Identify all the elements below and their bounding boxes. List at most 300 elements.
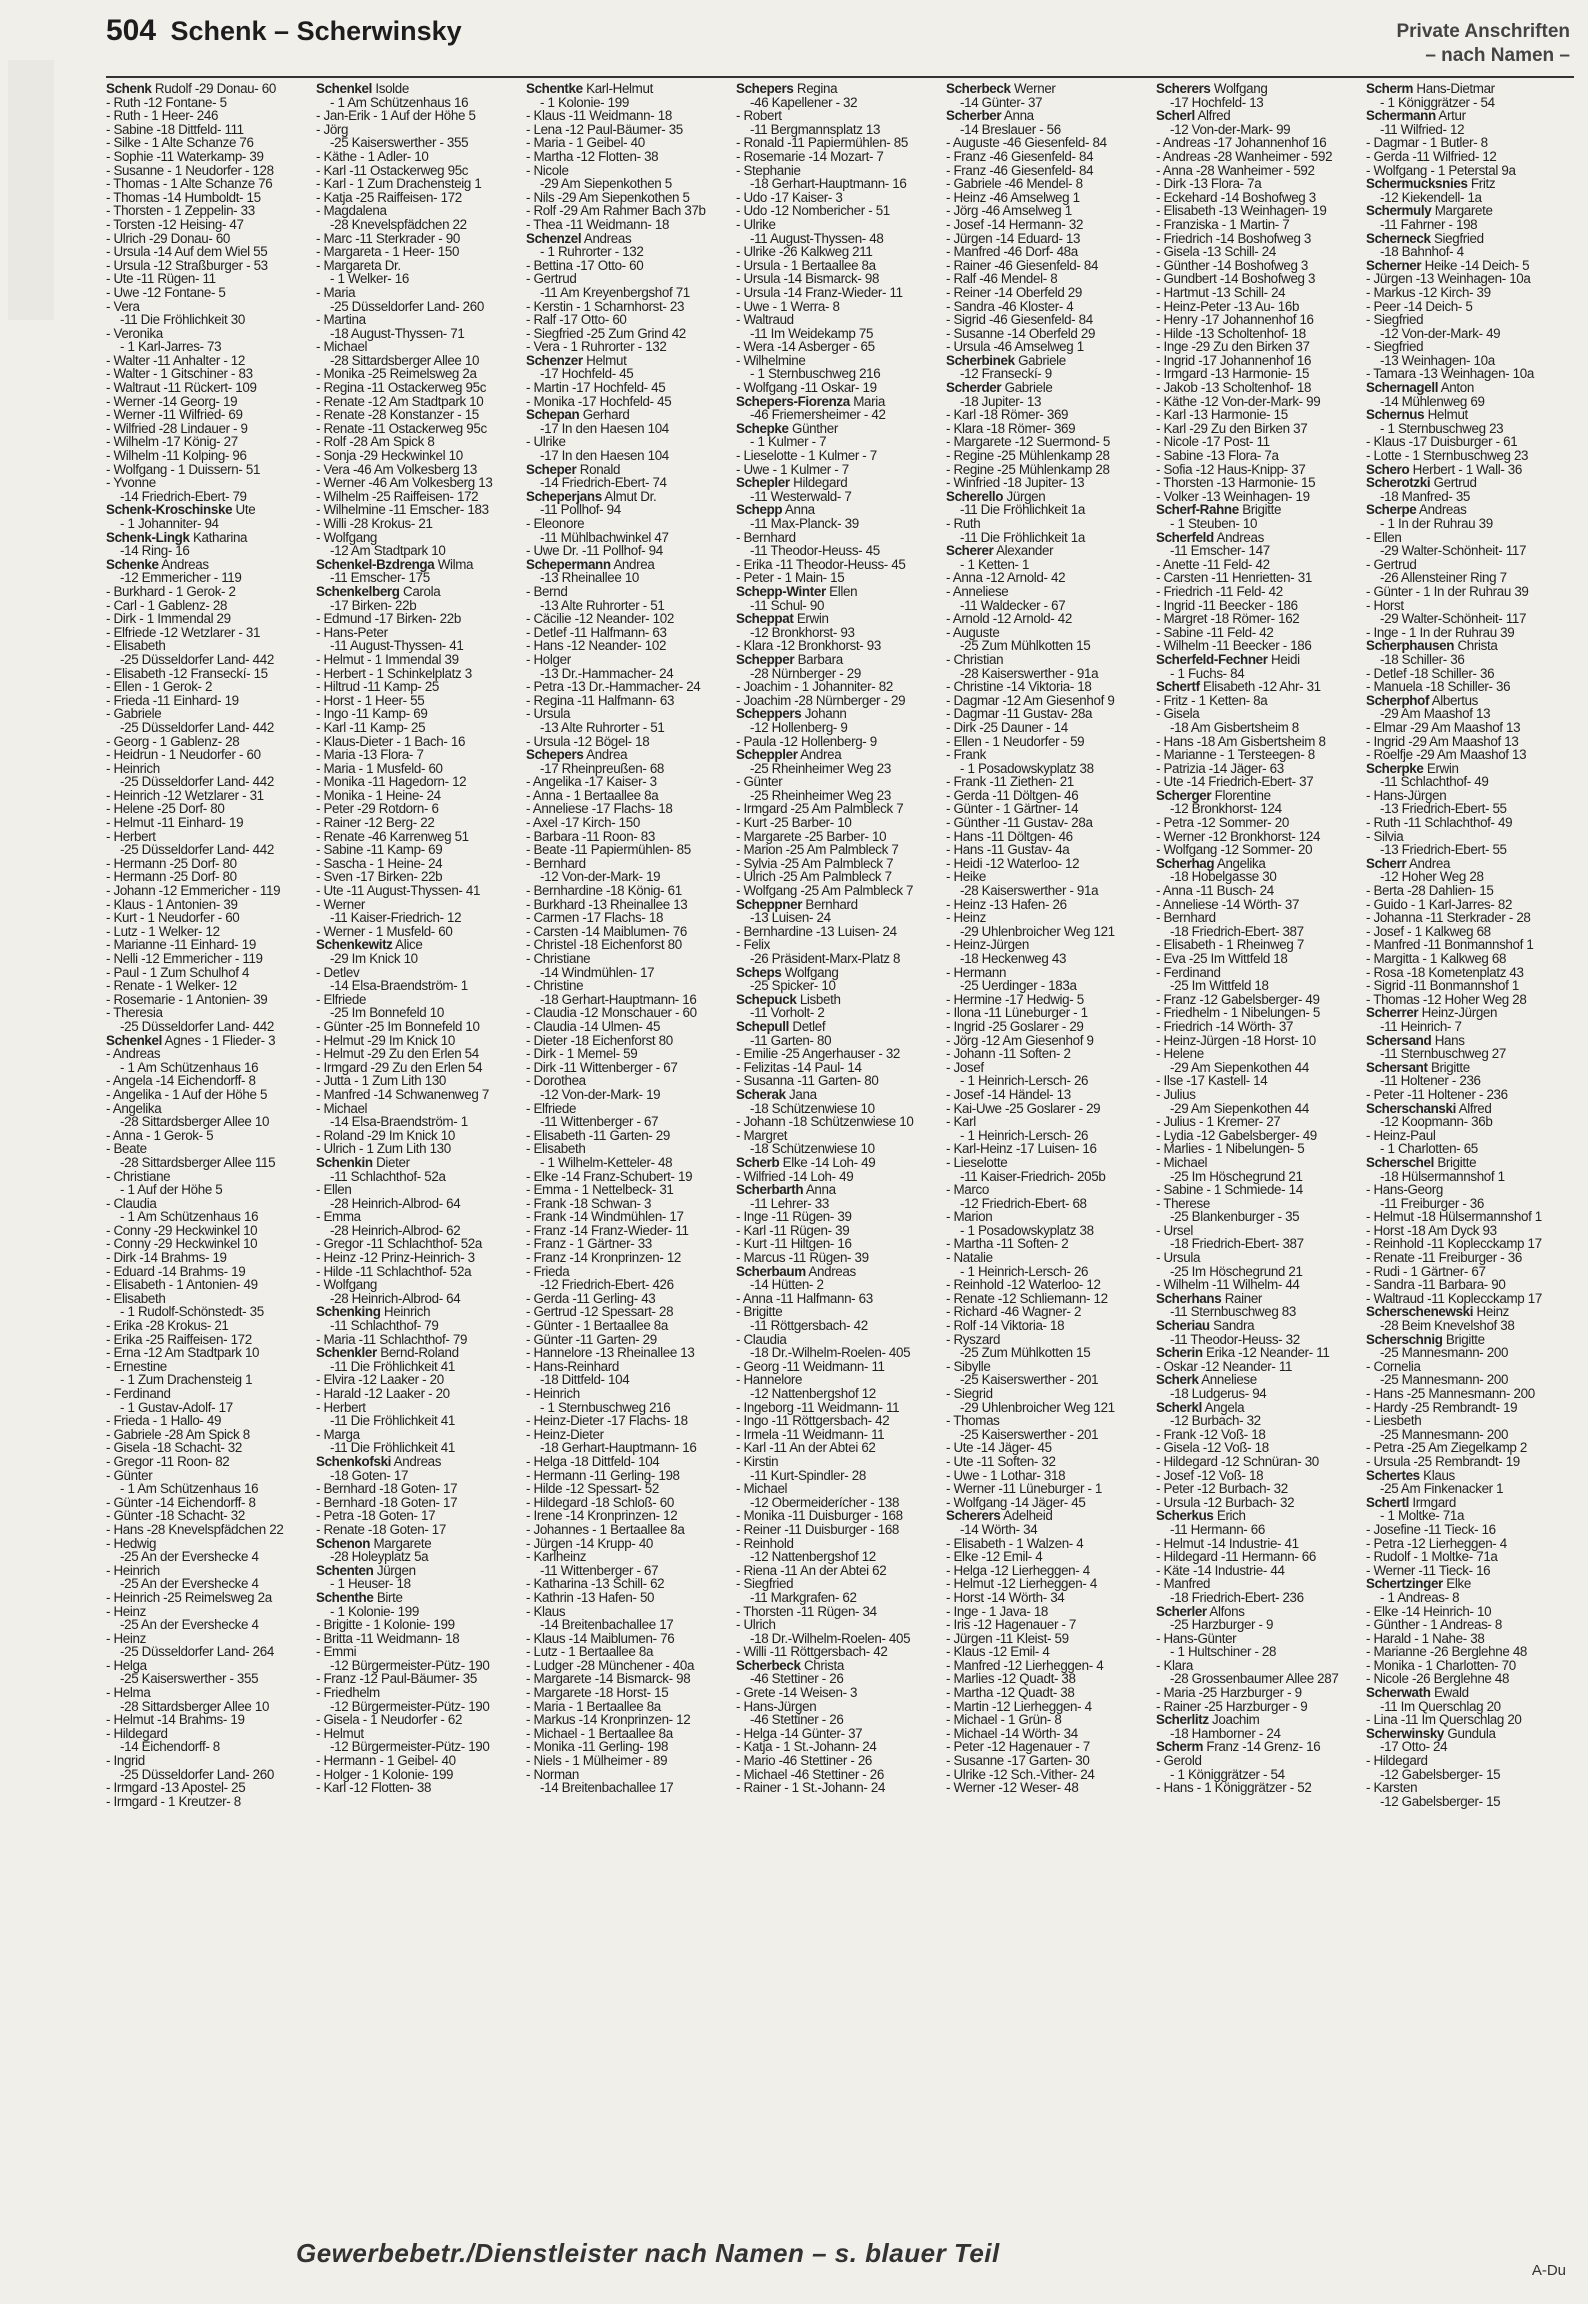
directory-entry: Scherbeck Christa <box>736 1657 844 1673</box>
directory-entry: - Renate -18 Goten- 17 <box>316 1521 447 1537</box>
directory-entry: -14 Mühlenweg 69 <box>1380 393 1485 409</box>
directory-entry: -29 Uhlenbroicher Weg 121 <box>960 1399 1115 1415</box>
directory-entry: -11 Schlachthof- 49 <box>1380 774 1489 790</box>
directory-entry: - Ingo -11 Röttgersbach- 42 <box>736 1413 890 1429</box>
directory-entry: Scherpe Andreas <box>1366 502 1467 518</box>
directory-entry: -25 Harzburger - 9 <box>1170 1617 1274 1633</box>
directory-entry: - Katja -25 Raiffeisen- 172 <box>316 189 462 205</box>
directory-entry: Scherin Erika -12 Neander- 11 <box>1156 1345 1330 1361</box>
directory-entry: -29 Walter-Schönheit- 117 <box>1380 543 1527 559</box>
directory-entry: - Reinhold <box>736 1535 794 1551</box>
directory-entry: - Karsten <box>1366 1780 1418 1796</box>
directory-entry: - Elke -12 Emil- 4 <box>946 1549 1043 1565</box>
directory-entry: - Monika -11 Gerling- 198 <box>526 1739 669 1755</box>
directory-entry: - Renate -12 Schliemann- 12 <box>946 1290 1108 1306</box>
directory-entry: - 1 Zum Drachensteig 1 <box>120 1372 253 1388</box>
directory-entry: Schepke Günther <box>736 420 838 436</box>
directory-entry: - Susanne -17 Garten- 30 <box>946 1753 1090 1769</box>
directory-entry: - Reinhold -11 Koplecckamp 17 <box>1366 1236 1542 1252</box>
column-3 <box>526 82 736 2187</box>
directory-entry: - Ingrid -29 Am Maashof 13 <box>1366 733 1519 749</box>
directory-entry: - Peter -29 Rotdorn- 6 <box>316 801 439 817</box>
directory-entry: - Oskar -12 Neander- 11 <box>1156 1358 1293 1374</box>
directory-entry: - Irmgard -13 Harmonie- 15 <box>1156 366 1310 382</box>
directory-entry: - Heinrich -12 Wetzlarer - 31 <box>106 787 264 803</box>
directory-entry: - Friedrich -14 Wörth- 37 <box>1156 1018 1294 1034</box>
directory-entry: -12 Nattenbergshof 12 <box>750 1386 876 1401</box>
directory-entry: - 1 Heuser- 18 <box>330 1576 411 1592</box>
directory-entry: - Rosemarie - 1 Antonien- 39 <box>106 991 268 1007</box>
directory-entry: - Hermann - 1 Geibel- 40 <box>316 1753 456 1769</box>
directory-entry: - Ursula -14 Franz-Wieder- 11 <box>736 284 903 300</box>
directory-entry: - Marlies -12 Quadt- 38 <box>946 1671 1076 1687</box>
directory-entry: Scherler Alfons <box>1156 1603 1245 1619</box>
directory-entry: - 1 Posadowskyplatz 38 <box>960 760 1094 776</box>
directory-entry: - Klara -18 Römer- 369 <box>946 420 1076 436</box>
directory-entry: - Hermann -25 Dorf- 80 <box>106 855 237 871</box>
directory-entry: - Felizitas -14 Paul- 14 <box>736 1059 862 1075</box>
directory-entry: - Thomas <box>946 1413 1000 1429</box>
directory-entry: - Wilhelm -25 Raiffeisen- 172 <box>316 488 479 504</box>
directory-entry: - Nils -29 Am Siepenkothen 5 <box>526 189 690 205</box>
directory-entry: - Klaus <box>526 1603 566 1619</box>
directory-entry: -12 Bronkhorst- 124 <box>1170 801 1282 817</box>
directory-entry: - Käte -14 Industrie- 44 <box>1156 1562 1285 1578</box>
directory-entry: -18 Ludgerus- 94 <box>1170 1386 1267 1401</box>
directory-entry: - Jürgen -14 Eduard- 13 <box>946 230 1081 246</box>
directory-entry: -28 Holeyplatz 5a <box>330 1549 429 1565</box>
directory-entry: - Bernhard -18 Goten- 17 <box>316 1494 458 1510</box>
directory-entry: - Felix <box>736 937 771 953</box>
directory-entry: - Harald - 1 Nahe- 38 <box>1366 1630 1485 1646</box>
directory-entry: -11 Theodor-Heuss- 32 <box>1170 1331 1300 1347</box>
directory-entry: - 1 Welker- 16 <box>330 271 409 287</box>
directory-entry: -28 Nürnberger - 29 <box>750 665 861 681</box>
directory-entry: Scherers Wolfgang <box>1156 82 1268 96</box>
directory-entry: - Peter -12 Burbach- 32 <box>1156 1481 1288 1497</box>
directory-entry: -28 Beim Knevelshof 38 <box>1380 1318 1515 1334</box>
header-rule <box>106 76 1574 78</box>
directory-entry: - Monika - 1 Heine- 24 <box>316 787 441 803</box>
directory-entry: - Irmgard -25 Am Palmbleck 7 <box>736 801 904 817</box>
directory-entry: Schenzel Andreas <box>526 230 632 246</box>
directory-entry: - Nicole -26 Berglehne 48 <box>1366 1671 1510 1687</box>
directory-entry: Schertzinger Elke <box>1366 1576 1471 1592</box>
directory-entry: Scherpke Erwin <box>1366 760 1459 776</box>
directory-entry: - Ute -14 Friedrich-Ebert- 37 <box>1156 774 1314 790</box>
directory-entry: - Stephanie <box>736 162 801 178</box>
directory-entry: - Ingrid -25 Goslarer - 29 <box>946 1018 1084 1034</box>
directory-entry: - Bettina -17 Otto- 60 <box>526 257 644 273</box>
directory-entry: - Rolf -29 Am Rahmer Bach 37b <box>526 203 706 219</box>
directory-entry: - Johannes - 1 Bertaallee 8a <box>526 1521 685 1537</box>
directory-entry: - Wilhelm -11 Beecker - 186 <box>1156 638 1312 654</box>
directory-entry: - Walter - 1 Gitschiner - 83 <box>106 366 253 382</box>
directory-entry: - Irmela -11 Weidmann- 11 <box>736 1426 885 1442</box>
directory-entry: - Rolf -28 Am Spick 8 <box>316 434 435 450</box>
directory-entry: - Hannelore <box>736 1372 803 1388</box>
directory-entry: - Hans-Peter <box>316 624 388 640</box>
directory-entry: - Hans - 1 Königgrätzer - 52 <box>1156 1780 1312 1796</box>
directory-entry: - Margareta Dr. <box>316 257 401 273</box>
directory-entry: - Sandra -46 Kloster- 4 <box>946 298 1074 314</box>
directory-entry: - Elisabeth - 1 Rheinweg 7 <box>1156 937 1304 953</box>
directory-entry: - Ralf -46 Mendel- 8 <box>946 271 1058 287</box>
directory-entry: - Jörg -46 Amselweg 1 <box>946 203 1072 219</box>
directory-entry: -11 Die Fröhlichkeit 41 <box>330 1358 455 1374</box>
directory-entry: - Heinz-Peter -13 Au- 16b <box>1156 298 1300 314</box>
directory-entry: - Ulrike <box>736 216 776 232</box>
page-title: Schenk – Scherwinsky <box>170 16 462 46</box>
directory-entry: Scheppat Erwin <box>736 611 829 627</box>
directory-entry: - Michael - 1 Grün- 8 <box>946 1712 1062 1728</box>
directory-entry: - Eduard -14 Brahms- 19 <box>106 1263 246 1279</box>
directory-entry: - Sibylle <box>946 1358 991 1374</box>
directory-entry: - Günter -18 Schacht- 32 <box>106 1508 245 1524</box>
directory-entry: -46 Stettiner - 26 <box>750 1671 844 1687</box>
directory-entry: - Hiltrud -11 Kamp- 25 <box>316 679 440 695</box>
directory-entry: - Ellen <box>1366 529 1402 545</box>
directory-entry: - Anna - 1 Bertaallee 8a <box>526 787 659 803</box>
directory-entry: - Ruth -11 Schlachthof- 49 <box>1366 815 1513 831</box>
directory-entry: - Margret -18 Römer- 162 <box>1156 611 1300 627</box>
directory-entry: - Helmut <box>316 1725 364 1741</box>
directory-entry: -25 Mannesmann- 200 <box>1380 1345 1509 1361</box>
directory-entry: - Hans-Günter <box>1156 1630 1237 1646</box>
directory-entry: Scherrer Heinz-Jürgen <box>1366 1005 1498 1021</box>
directory-entry: - Berta -28 Dahlien- 15 <box>1366 883 1494 899</box>
directory-entry: - Georg - 1 Gablenz- 28 <box>106 733 240 749</box>
directory-entry: -29 Am Siepenkothen 5 <box>540 176 672 192</box>
directory-entry: - Nelli -12 Emmericher - 119 <box>106 951 263 966</box>
directory-entry: - Thorsten - 1 Zeppelin- 33 <box>106 203 255 219</box>
directory-entry: -17 In den Haesen 104 <box>540 420 669 436</box>
directory-entry: -11 Heinrich- 7 <box>1380 1018 1462 1034</box>
directory-entry: - Helmut -11 Einhard- 19 <box>106 815 244 831</box>
directory-entry: - Heike <box>946 869 986 885</box>
directory-entry: - Hildegard -12 Schnüran- 30 <box>1156 1453 1319 1469</box>
directory-entry: - Reiner -14 Oberfeld 29 <box>946 284 1082 300</box>
directory-entry: Schertes Klaus <box>1366 1467 1455 1483</box>
directory-entry: - Claudia -14 Ulmen- 45 <box>526 1018 661 1034</box>
directory-entry: - Hermann <box>946 964 1007 980</box>
directory-entry: -13 Alte Ruhrorter - 51 <box>540 597 665 613</box>
directory-entry: - Gregor -11 Roon- 82 <box>106 1453 230 1469</box>
directory-entry: -18 Hamborner - 24 <box>1170 1725 1281 1741</box>
directory-entry: - Burkhard -13 Rheinallee 13 <box>526 896 688 912</box>
directory-entry: -17 Birken- 22b <box>330 597 417 613</box>
directory-entry: - 1 Am Schützenhaus 16 <box>120 1209 259 1225</box>
directory-entry: - Heidi -12 Waterloo- 12 <box>946 855 1080 871</box>
directory-entry: - Robert <box>736 108 782 124</box>
directory-entry: -12 Von-der-Mark- 99 <box>1170 121 1291 137</box>
directory-entry: -17 Otto- 24 <box>1380 1739 1448 1755</box>
directory-entry: - Martin -17 Hochfeld- 45 <box>526 380 666 396</box>
directory-entry: - Heinrich <box>106 760 160 776</box>
directory-entry: - Jürgen -13 Weinhagen- 10a <box>1366 271 1531 287</box>
directory-entry: - Dirk - 1 Memel- 59 <box>526 1046 638 1062</box>
directory-entry: - Siegrid <box>946 1386 993 1401</box>
directory-entry: - Horst -18 Am Dyck 93 <box>1366 1222 1497 1238</box>
directory-entry: Scherder Gabriele <box>946 380 1053 396</box>
directory-entry: -11 Kaiser-Friedrich- 12 <box>330 910 462 926</box>
directory-entry: - Frieda - 1 Hallo- 49 <box>106 1413 222 1429</box>
directory-entry: - Heinrich -25 Reimelsweg 2a <box>106 1589 272 1605</box>
directory-entry: - Gerold <box>1156 1753 1202 1769</box>
directory-entry: - Wolfgang - 1 Duissern- 51 <box>106 461 261 477</box>
directory-entry: - Dirk -11 Wittenberger - 67 <box>526 1059 678 1075</box>
directory-entry: - Helmut -12 Lierheggen- 4 <box>946 1576 1097 1592</box>
directory-entry: - Wilhelm -17 König- 27 <box>106 434 238 450</box>
directory-entry: -11 Markgrafen- 62 <box>750 1589 857 1605</box>
directory-entry: -18 Schützenwiese 10 <box>750 1100 875 1116</box>
directory-entry: - Hans-Georg <box>1366 1182 1443 1198</box>
directory-entry: -25 Düsseldorfer Land- 442 <box>120 719 274 735</box>
directory-entry: -11 Wilfried- 12 <box>1380 121 1465 137</box>
directory-entry: Schenkofski Andreas <box>316 1453 442 1469</box>
directory-entry: - Inge - 1 In der Ruhrau 39 <box>1366 624 1515 640</box>
directory-entry: - Marianne -26 Berglehne 48 <box>1366 1644 1528 1660</box>
directory-entry: - Julius <box>1156 1086 1196 1102</box>
directory-entry: -18 Gerhart-Hauptmann- 16 <box>750 176 907 192</box>
directory-entry: - Jürgen -14 Krupp- 40 <box>526 1535 654 1551</box>
directory-entry: -28 Sittardsberger Allee 10 <box>330 352 480 368</box>
directory-entry: - Josef -14 Hermann- 32 <box>946 216 1084 232</box>
directory-entry: Schenking Heinrich <box>316 1304 431 1320</box>
directory-entry: - Frieda <box>526 1263 570 1279</box>
directory-entry: - Regina -11 Ostackerweg 95c <box>316 380 487 396</box>
directory-entry: - Sabine -11 Feld- 42 <box>1156 624 1274 640</box>
directory-entry: - Bernhard <box>526 855 586 871</box>
directory-entry: - Bernhardine -13 Luisen- 24 <box>736 923 897 939</box>
directory-entry: -25 Am Finkenacker 1 <box>1380 1481 1504 1497</box>
directory-entry: - Walter -11 Anhalter - 12 <box>106 352 245 368</box>
directory-entry: - Kathrin -13 Hafen- 50 <box>526 1589 655 1605</box>
directory-entry: - Karl -11 An der Abtei 62 <box>736 1440 876 1456</box>
directory-entry: - Elisabeth -12 Franseckí- 15 <box>106 665 268 681</box>
directory-entry: - Franz -14 Franz-Wieder- 11 <box>526 1222 689 1238</box>
directory-entry: -12 Gabelsberger- 15 <box>1380 1766 1501 1782</box>
directory-entry: Scherner Heike -14 Deich- 5 <box>1366 257 1530 273</box>
directory-entry: - Martha -12 Quadt- 38 <box>946 1685 1075 1701</box>
directory-entry: -18 Am Gisbertsheim 8 <box>1170 719 1299 735</box>
directory-entry: - Peter - 1 Main- 15 <box>736 570 845 586</box>
directory-entry: - Werner <box>316 896 366 912</box>
directory-entry: - 1 Sternbuschweg 216 <box>540 1399 671 1415</box>
directory-entry: - Ute -11 Rügen- 11 <box>106 271 216 287</box>
directory-entry: - Ernestine <box>106 1358 167 1374</box>
directory-entry: -28 Grossenbaumer Allee 287 <box>1170 1671 1339 1687</box>
directory-entry: - Irmgard -29 Zu den Erlen 54 <box>316 1059 483 1075</box>
directory-entry: - Hans-Jürgen <box>736 1698 817 1714</box>
directory-entry: - Manfred <box>1156 1576 1211 1592</box>
directory-entry: - 1 Kolonie- 199 <box>330 1603 419 1619</box>
directory-entry: - Niels - 1 Mülheimer - 89 <box>526 1753 668 1769</box>
directory-entry: -12 Am Stadtpark 10 <box>330 543 446 559</box>
directory-entry: Scherhag Angelika <box>1156 855 1266 871</box>
directory-entry: - Maria - 1 Musfeld- 60 <box>316 760 443 776</box>
directory-entry: - Georg -11 Weidmann- 11 <box>736 1358 885 1374</box>
directory-entry: - Günter -25 Im Bonnefeld 10 <box>316 1018 480 1034</box>
directory-entry: - Gerda -11 Gerling- 43 <box>526 1290 656 1306</box>
directory-entry: - 1 Sternbuschweg 216 <box>750 366 881 382</box>
directory-entry: - Lena -12 Paul-Bäumer- 35 <box>526 121 683 137</box>
directory-entry: - Hans-Jürgen <box>1366 787 1447 803</box>
directory-entry: - Norman <box>526 1766 580 1782</box>
directory-entry: - Sylvia -25 Am Palmbleck 7 <box>736 855 894 871</box>
directory-entry: - Iris -12 Hagenauer - 7 <box>946 1617 1077 1633</box>
directory-entry: -11 Kurt-Spindler- 28 <box>750 1467 866 1483</box>
directory-entry: - Klaus -17 Duisburger - 61 <box>1366 434 1518 450</box>
directory-entry: - Klaus -14 Maiblumen- 76 <box>526 1630 675 1646</box>
directory-entry: -25 Mannesmann- 200 <box>1380 1372 1509 1388</box>
directory-entry: Schenkin Dieter <box>316 1154 410 1170</box>
directory-entry: - Jutta - 1 Zum Lith 130 <box>316 1073 447 1089</box>
directory-entry: - 1 Rudolf-Schönstedt- 35 <box>120 1304 264 1320</box>
directory-entry: -11 Die Fröhlichkeit 1a <box>960 529 1085 545</box>
directory-entry: - 1 Steuben- 10 <box>1170 516 1258 531</box>
directory-entry: -25 Kaiserswerther - 355 <box>120 1671 259 1687</box>
directory-entry: - Kurt - 1 Neudorfer - 60 <box>106 910 240 926</box>
directory-entry: -25 Düsseldorfer Land- 442 <box>120 774 274 790</box>
directory-entry: - Karlheinz <box>526 1549 587 1565</box>
directory-entry: - Ute -11 August-Thyssen- 41 <box>316 883 481 899</box>
directory-entry: -46 Friemersheimer - 42 <box>750 407 886 423</box>
directory-columns <box>106 82 1576 2187</box>
directory-entry: - Henry -17 Johannenhof 16 <box>1156 312 1314 328</box>
directory-entry: Schenk-Lingk Katharina <box>106 529 248 545</box>
directory-entry: - Maria -11 Schlachthof- 79 <box>316 1331 468 1347</box>
directory-entry: - Jan-Erik - 1 Auf der Höhe 5 <box>316 108 476 124</box>
directory-entry: - Petra -12 Sommer- 20 <box>1156 815 1289 831</box>
directory-entry: - Brigitte - 1 Kolonie- 199 <box>316 1617 455 1633</box>
directory-entry: - Wolfgang - 1 Peterstal 9a <box>1366 162 1516 178</box>
directory-entry: - Roland -29 Im Knick 10 <box>316 1127 455 1143</box>
directory-entry: - Conny -29 Heckwinkel 10 <box>106 1222 258 1238</box>
directory-entry: - Ruth <box>946 516 981 531</box>
directory-entry: - Sascha - 1 Heine- 24 <box>316 855 443 871</box>
directory-entry: - Manfred -14 Schwanenweg 7 <box>316 1086 489 1102</box>
directory-entry: - Gerda -11 Wilfried- 12 <box>1366 148 1497 164</box>
directory-entry: - Petra -13 Dr.-Hammacher- 24 <box>526 679 701 695</box>
directory-entry: - Eleonore <box>526 516 585 531</box>
directory-entry: - Franz -46 Giesenfeld- 84 <box>946 148 1094 164</box>
directory-entry: - Horst <box>1366 597 1404 613</box>
directory-entry: - Thomas - 1 Alte Schanze 76 <box>106 176 273 192</box>
directory-entry: Scherber Anna <box>946 108 1034 124</box>
directory-entry: -12 Bürgermeister-Pütz- 190 <box>330 1739 490 1755</box>
directory-entry: - 1 Kolonie- 199 <box>540 94 629 110</box>
directory-entry: - Heinz -12 Prinz-Heinrich- 3 <box>316 1250 475 1266</box>
directory-entry: - Volker -13 Weinhagen- 19 <box>1156 488 1310 504</box>
column-7 <box>1366 82 1576 2187</box>
directory-entry: -18 Gerhart-Hauptmann- 16 <box>540 991 697 1007</box>
directory-entry: -25 Düsseldorfer Land- 260 <box>120 1766 274 1782</box>
directory-entry: - Inge - 1 Java- 18 <box>946 1603 1049 1619</box>
directory-entry: - 1 Hultschiner - 28 <box>1170 1644 1277 1660</box>
directory-entry: - Cäcilie -12 Neander- 102 <box>526 611 674 627</box>
directory-entry: Scherlitz Joachim <box>1156 1712 1260 1728</box>
directory-entry: - Ursula -14 Bismarck- 98 <box>736 271 880 287</box>
directory-entry: - Riena -11 An der Abtei 62 <box>736 1562 887 1578</box>
directory-entry: - Eva -25 Im Wittfeld 18 <box>1156 951 1288 966</box>
directory-entry: -12 Bürgermeister-Pütz- 190 <box>330 1657 490 1673</box>
directory-entry: - Hermine -17 Hedwig- 5 <box>946 991 1084 1007</box>
directory-entry: -14 Wörth- 34 <box>960 1521 1038 1537</box>
directory-entry: - Heinz-Dieter <box>526 1426 604 1442</box>
directory-entry: - Erna -12 Am Stadtpark 10 <box>106 1345 260 1361</box>
directory-entry: -46 Kapellener - 32 <box>750 94 858 110</box>
directory-entry: - Grete -14 Weisen- 3 <box>736 1685 858 1701</box>
directory-entry: - Holger - 1 Kolonie- 199 <box>316 1766 454 1782</box>
directory-entry: - 1 Andreas- 8 <box>1380 1589 1460 1605</box>
directory-entry: - Ellen <box>316 1182 352 1198</box>
directory-entry: - Winfried -18 Jupiter- 13 <box>946 475 1085 491</box>
directory-entry: - Emilie -25 Angerhauser - 32 <box>736 1046 901 1062</box>
directory-entry: -17 Hochfeld- 45 <box>540 366 634 382</box>
directory-entry: - Thea -11 Weidmann- 18 <box>526 216 670 232</box>
column-6 <box>1156 82 1366 2187</box>
directory-entry: - Frank -12 Voß- 18 <box>1156 1426 1266 1442</box>
directory-entry: Schepers-Fiorenza Maria <box>736 393 885 409</box>
directory-entry: - Helmut -29 Im Knick 10 <box>316 1032 455 1048</box>
directory-entry: - Silvia <box>1366 828 1404 844</box>
directory-entry: - Inge -11 Rügen- 39 <box>736 1209 852 1225</box>
directory-entry: -18 August-Thyssen- 71 <box>330 325 465 341</box>
page-code: A-Du <box>1531 2262 1566 2279</box>
directory-entry: -14 Hütten- 2 <box>750 1277 824 1293</box>
directory-entry: - Werner -11 Lüneburger - 1 <box>946 1481 1103 1497</box>
directory-entry: -11 Waldecker - 67 <box>960 597 1066 613</box>
directory-entry: - Ursula -46 Amselweg 1 <box>946 339 1084 355</box>
page-number: 504 <box>106 14 157 47</box>
directory-entry: - Elisabeth - 1 Antonien- 49 <box>106 1277 258 1293</box>
directory-entry: - Herbert - 1 Schinkelplatz 3 <box>316 665 472 681</box>
directory-entry: - Helga -18 Dittfeld- 104 <box>526 1453 660 1469</box>
directory-entry: - Karl -11 Ostackerweg 95c <box>316 162 469 178</box>
directory-entry: -18 Friedrich-Ebert- 387 <box>1170 923 1304 939</box>
directory-entry: - Julius - 1 Kremer- 27 <box>1156 1114 1281 1130</box>
directory-entry: -25 Düsseldorfer Land- 442 <box>120 842 274 858</box>
directory-entry: - Arnold -12 Arnold- 42 <box>946 611 1072 627</box>
directory-entry: - Ellen - 1 Gerok- 2 <box>106 679 213 695</box>
directory-entry: - Gregor -11 Schlachthof- 52a <box>316 1236 483 1252</box>
directory-entry: Scherhans Rainer <box>1156 1290 1263 1306</box>
directory-entry: - Marga <box>316 1426 360 1442</box>
directory-entry: - Marco <box>946 1182 989 1198</box>
directory-entry: - Johann -18 Schützenwiese 10 <box>736 1114 914 1130</box>
directory-entry: - Silke - 1 Alte Schanze 76 <box>106 135 254 151</box>
directory-entry: - Klara <box>1156 1657 1193 1673</box>
directory-entry: - Lutz - 1 Welker- 12 <box>106 923 220 939</box>
directory-entry: - Margareta - 1 Heer- 150 <box>316 244 460 260</box>
directory-entry: - Heinz <box>946 910 986 926</box>
directory-entry: - Guido - 1 Karl-Jarres- 82 <box>1366 896 1513 912</box>
directory-entry: Schenon Margarete <box>316 1535 432 1551</box>
directory-entry: - Angelika - 1 Auf der Höhe 5 <box>106 1086 268 1102</box>
directory-entry: - Ferdinand <box>1156 964 1221 980</box>
directory-entry: - Uwe - 1 Lothar- 318 <box>946 1467 1066 1483</box>
directory-entry: - Wolfgang <box>316 1277 378 1293</box>
directory-entry: - Elisabeth -13 Weinhagen- 19 <box>1156 203 1327 219</box>
directory-entry: - Karl-Heinz -17 Luisen- 16 <box>946 1141 1097 1157</box>
directory-entry: - Johann -12 Emmericher - 119 <box>106 883 281 899</box>
directory-entry: -29 Walter-Schönheit- 117 <box>1380 611 1527 627</box>
directory-entry: -14 Günter- 37 <box>960 94 1043 110</box>
directory-entry: - Thorsten -11 Rügen- 34 <box>736 1603 877 1619</box>
directory-entry: -18 Friedrich-Ebert- 387 <box>1170 1236 1304 1252</box>
directory-entry: - Wera -14 Asberger - 65 <box>736 339 875 355</box>
